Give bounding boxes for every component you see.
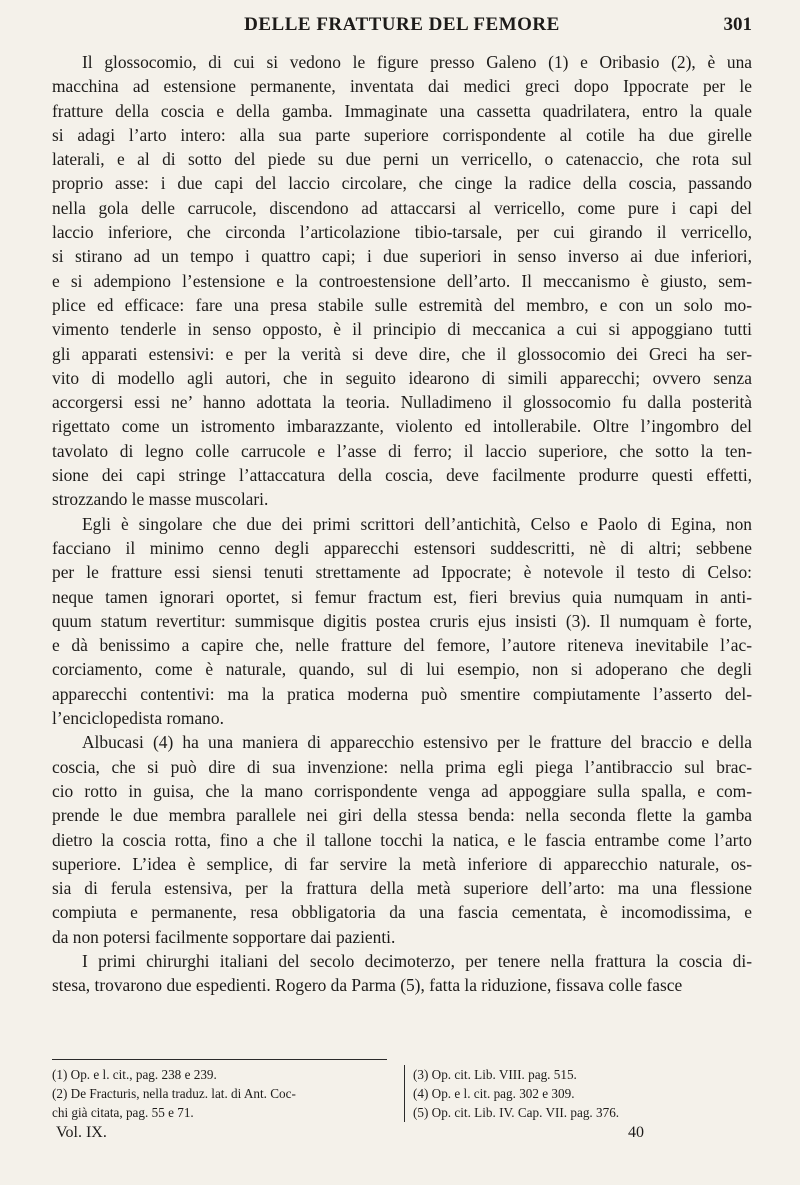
page-number: 301 [723,14,752,35]
text-line: compiuta e permanente, resa obbligatoria da una fascia cementata, è incomodissima, e [52,902,752,923]
text-line: vito di modello agli autori, che in seguito idearono di simili apparecchi; ovvero senza [52,367,752,388]
text-line: Il glossocomio, di cui si vedono le figure presso Galeno (1) e Oribasio (2), è una [82,52,752,72]
volume-signature: Vol. IX. [56,1124,107,1141]
text-line: rigettato come un istromento imbarazzante, violento ed intollerabile. Oltre l’ingombro del [52,416,752,437]
text-line: cio rotto in guisa, che la mano corrispondente venga ad appoggiare sulla spalla, e com- [52,780,752,801]
footnote: chi già citata, pag. 55 e 71. [52,1105,194,1120]
text-line: nella gola delle carrucole, discendono ad attaccarsi al verricello, come pure i capi del [52,197,752,218]
paragraph [52,512,752,731]
paragraph [52,50,752,512]
paragraph [52,730,752,949]
footnote-rule [52,1059,387,1060]
text-line: per le fratture essi siensi tenuti strettamente ad Ippocrate; è notevole il testo di Celso: [52,562,752,583]
footnote: (4) Op. e l. cit. pag. 302 e 309. [413,1086,575,1101]
text-line: gli apparati estensivi: e per la verità si deve dire, che il glossocomio dei Greci ha ser- [52,343,752,364]
running-header [52,14,752,40]
text-line: strozzando le masse muscolari. [52,489,269,510]
text-line: I primi chirurghi italiani del secolo decimoterzo, per tenere nella frattura la coscia di- [82,950,752,971]
main-text [52,50,752,998]
text-line: sia di ferula estensiva, per la frattura della metà superiore dell’arto: ma una flessione [52,878,752,899]
text-line: plice ed efficace: fare una presa stabile sulle estremità del membro, e con un solo mo- [52,294,752,315]
text-line: si stirano ad un tempo i quattro capi; i due superiori in senso inverso ai due inferiori, [52,246,752,267]
text-line: macchina ad estensione permanente, inventata dai medici greci dopo Ippocrate per le [52,76,752,97]
text-line: e si adempiono l’estensione e la controestensione dell’arto. Il meccanismo è giusto, sem- [52,270,752,291]
text-line: e dà benissimo a capire che, nelle fratture del femore, l’autore riteneva inevitabile l’ac- [52,635,752,656]
text-line: accorgersi essi ne’ hanno adottata la teoria. Nulladimeno il glossocomio fu dalla posterità [52,392,752,413]
text-line: laterali, e al di sotto del piede su due perni un verricello, o catenaccio, che rota sul [52,149,752,170]
text-line: neque tamen ignorari oportet, si femur fractum est, fieri brevius quia numquam in anti- [52,586,752,607]
text-line: superiore. L’idea è semplice, di far servire la metà inferiore di apparecchio naturale, os- [52,853,752,874]
text-line: quum statum revertitur: summisque digitis postea cruris ejus insisti (3). Il numquam è forte, [52,610,752,631]
text-line: corciamento, come è naturale, quando, sul di lui esempio, non si adoperano che degli [52,659,752,680]
footnote: (2) De Fracturis, nella traduz. lat. di Ant. Coc- [52,1086,296,1101]
text-line: l’enciclopedista romano. [52,708,224,729]
text-line: Albucasi (4) ha una maniera di apparecchio estensivo per le fratture del braccio e della [82,732,752,753]
running-title: DELLE FRATTURE DEL FEMORE [244,14,560,35]
text-line: coscia, che si può dire di sua invenzione: nella prima egli piega l’antibraccio sul brac- [52,756,752,777]
paragraph [52,949,752,998]
footnotes-left-column [52,1065,387,1122]
text-line: facciano il minimo cenno degli apparecchi estensori suddescritti, nè di altri; sebbene [52,537,752,558]
text-line: sione dei capi stringe l’attaccatura della coscia, deve facilmente produrre questi effetti, [52,465,752,486]
text-line: da non potersi facilmente sopportare dai pazienti. [52,926,396,947]
text-line: laccio inferiore, che circonda l’articolazione tibio-tarsale, per cui girando il verricello, [52,222,752,243]
text-line: dietro la coscia rotta, fino a che il tallone tocchi la natica, e le fascia entrambe come l’arto [52,829,752,850]
text-line: prende le due membra parallele nei giri della stessa benda: nella seconda flette la gamba [52,805,752,826]
footnotes-right-column [404,1065,743,1122]
text-line: vimento tenderle in senso opposto, è il principio di meccanica a cui si appoggiano tutti [52,319,752,340]
text-line: fratture della coscia e della gamba. Immaginate una cassetta quadrilatera, entro la quale [52,100,752,121]
text-line: apparecchi contentivi: ma la pratica moderna può smentire compiutamente l’asserto del- [52,683,752,704]
text-line: proprio asse: i due capi del laccio circolare, che cinge la radice della coscia, passando [52,173,752,194]
text-line: stesa, trovarono due espedienti. Rogero da Parma (5), fatta la riduzione, fissava colle fasce [52,975,683,996]
text-line: si adagi l’arto intero: alla sua parte superiore corrispondente al cotile ha due girelle [52,124,752,145]
text-line: tavolato di legno colle carrucole e l’asse di ferro; il laccio superiore, che sotto la ten- [52,440,752,461]
sheet-signature: 40 [628,1124,644,1141]
text-line: Egli è singolare che due dei primi scrittori dell’antichità, Celso e Paolo di Egina, non [82,513,752,534]
footnote: (3) Op. cit. Lib. VIII. pag. 515. [413,1067,577,1082]
footnote: (1) Op. e l. cit., pag. 238 e 239. [52,1067,217,1082]
footnote: (5) Op. cit. Lib. IV. Cap. VII. pag. 376. [413,1105,620,1120]
